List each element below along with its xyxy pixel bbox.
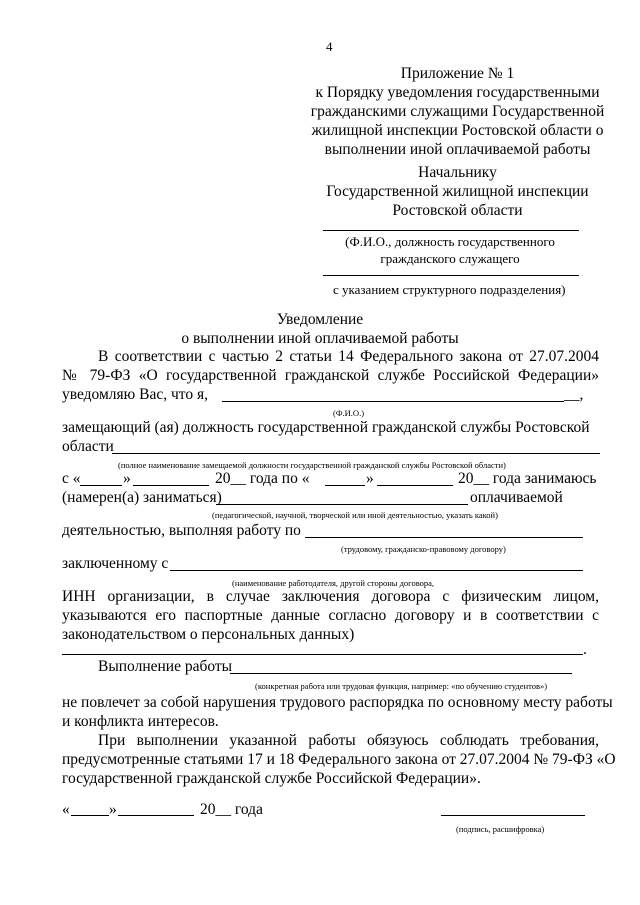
date-from-close: » xyxy=(123,470,131,487)
p3-line-2-text: (намерен(а) заниматься) xyxy=(62,489,222,506)
p1-line-3-text: уведомляю Вас, что я, xyxy=(62,386,208,403)
p1-line-2: № 79-ФЗ «О государственной гражданской службе Российской Федерации» xyxy=(62,367,599,384)
date-to-month-line[interactable] xyxy=(377,485,453,486)
p2-line-1: замещающий (ая) должность государственной гражданской службы Ростовской xyxy=(62,419,590,436)
fio-blank-line[interactable] xyxy=(323,230,579,231)
p6-line-2: указываются его паспортные данные согласно договору и в соответствии с xyxy=(62,607,599,624)
footer-date-open: « xyxy=(62,801,70,818)
p6-end: . xyxy=(583,641,587,658)
addressee-line: Государственной жилищной инспекции xyxy=(326,183,589,200)
hint-fio-line-2: гражданского служащего xyxy=(380,251,520,266)
fio-input-line[interactable] xyxy=(222,401,564,402)
hint-fio: (Ф.И.О.) xyxy=(333,408,365,418)
appendix-block xyxy=(300,64,615,159)
addressee-line: Ростовской области xyxy=(392,202,523,219)
department-blank-line[interactable] xyxy=(323,275,579,276)
footer-date-close: » xyxy=(109,801,117,818)
hint-employer: (наименование работодателя, другой стороны договора, xyxy=(232,578,435,588)
hint-work: (конкретная работа или трудовая функция, например: «по обучению студентов») xyxy=(255,681,548,691)
page-number: 4 xyxy=(326,39,333,54)
date-from-month-line[interactable] xyxy=(133,485,209,486)
work-input-line[interactable] xyxy=(230,673,572,674)
date-to-year-text: 20__ года занимаюсь xyxy=(458,470,597,487)
hint-position: (полное наименование замещаемой должности государственной гражданской службы Ростовской области) xyxy=(118,460,506,470)
p6-line-3: законодательством о персональных данных) xyxy=(62,626,355,643)
hint-fio-line-1: (Ф.И.О., должность государственного xyxy=(345,234,555,249)
p8-line-2: и конфликта интересов. xyxy=(62,713,219,730)
p4-line-1: деятельностью, выполняя работу по xyxy=(62,522,301,539)
footer-day-line[interactable] xyxy=(71,815,109,816)
p6-line-1: ИНН организации, в случае заключения договора с физическим лицом, xyxy=(62,588,599,605)
addressee-line: Начальнику xyxy=(418,164,497,181)
footer-date-year: 20__ года xyxy=(200,801,263,818)
p1-line-3-end: __, xyxy=(564,386,584,403)
p8-line-1: не повлечет за собой нарушения трудового распорядка по основному месту работы xyxy=(62,694,613,711)
employer-input-line[interactable] xyxy=(170,570,583,571)
addressee-block xyxy=(300,163,615,220)
notice-subtitle: о выполнении иной оплачиваемой работы xyxy=(181,330,459,347)
p9-line-3: государственной гражданской службе Российской Федерации». xyxy=(62,770,481,787)
contract-input-line[interactable] xyxy=(305,537,583,538)
p9-line-2: предусмотренные статьями 17 и 18 Федерального закона от 27.07.2004 № 79-ФЗ «О xyxy=(62,751,616,768)
date-from-open: с « xyxy=(62,470,81,487)
extra-info-input-line[interactable] xyxy=(62,654,583,655)
date-from-year-to: 20__ года по « xyxy=(215,470,310,487)
appendix-title: Приложение № 1 xyxy=(400,65,515,82)
date-from-day-line[interactable] xyxy=(80,485,122,486)
hint-department: с указанием структурного подразделения) xyxy=(333,282,566,297)
p3-line-2-end: оплачиваемой xyxy=(470,489,563,506)
appendix-line: жилищной инспекции Ростовской области о xyxy=(311,122,604,139)
p2-line-2: области xyxy=(62,438,114,455)
hint-fio-position xyxy=(300,233,600,267)
p5-line-1: заключенному с xyxy=(62,555,169,572)
date-to-day-line[interactable] xyxy=(325,485,365,486)
activity-input-line[interactable] xyxy=(216,504,468,505)
p1-line-1: В соответствии с частью 2 статьи 14 Федерального закона от 27.07.2004 xyxy=(98,348,599,365)
hint-activity: (педагогической, научной, творческой или иной деятельностью, указать какой) xyxy=(212,510,498,520)
footer-month-line[interactable] xyxy=(118,815,194,816)
appendix-line: гражданскими служащими Государственной xyxy=(310,103,605,120)
p9-line-1: При выполнении указанной работы обязуюсь соблюдать требования, xyxy=(98,732,599,749)
appendix-line: выполнении иной оплачиваемой работы xyxy=(324,141,591,158)
position-input-line[interactable] xyxy=(112,453,600,454)
signature-line[interactable] xyxy=(441,815,585,816)
notice-title: Уведомление xyxy=(276,311,364,328)
date-to-close: » xyxy=(366,470,374,487)
appendix-line: к Порядку уведомления государственными xyxy=(315,84,600,101)
hint-contract: (трудовому, гражданско-правовому договору) xyxy=(341,544,506,554)
p7-line-1: Выполнение работы xyxy=(98,658,233,675)
hint-signature: (подпись, расшифровка) xyxy=(456,824,545,834)
